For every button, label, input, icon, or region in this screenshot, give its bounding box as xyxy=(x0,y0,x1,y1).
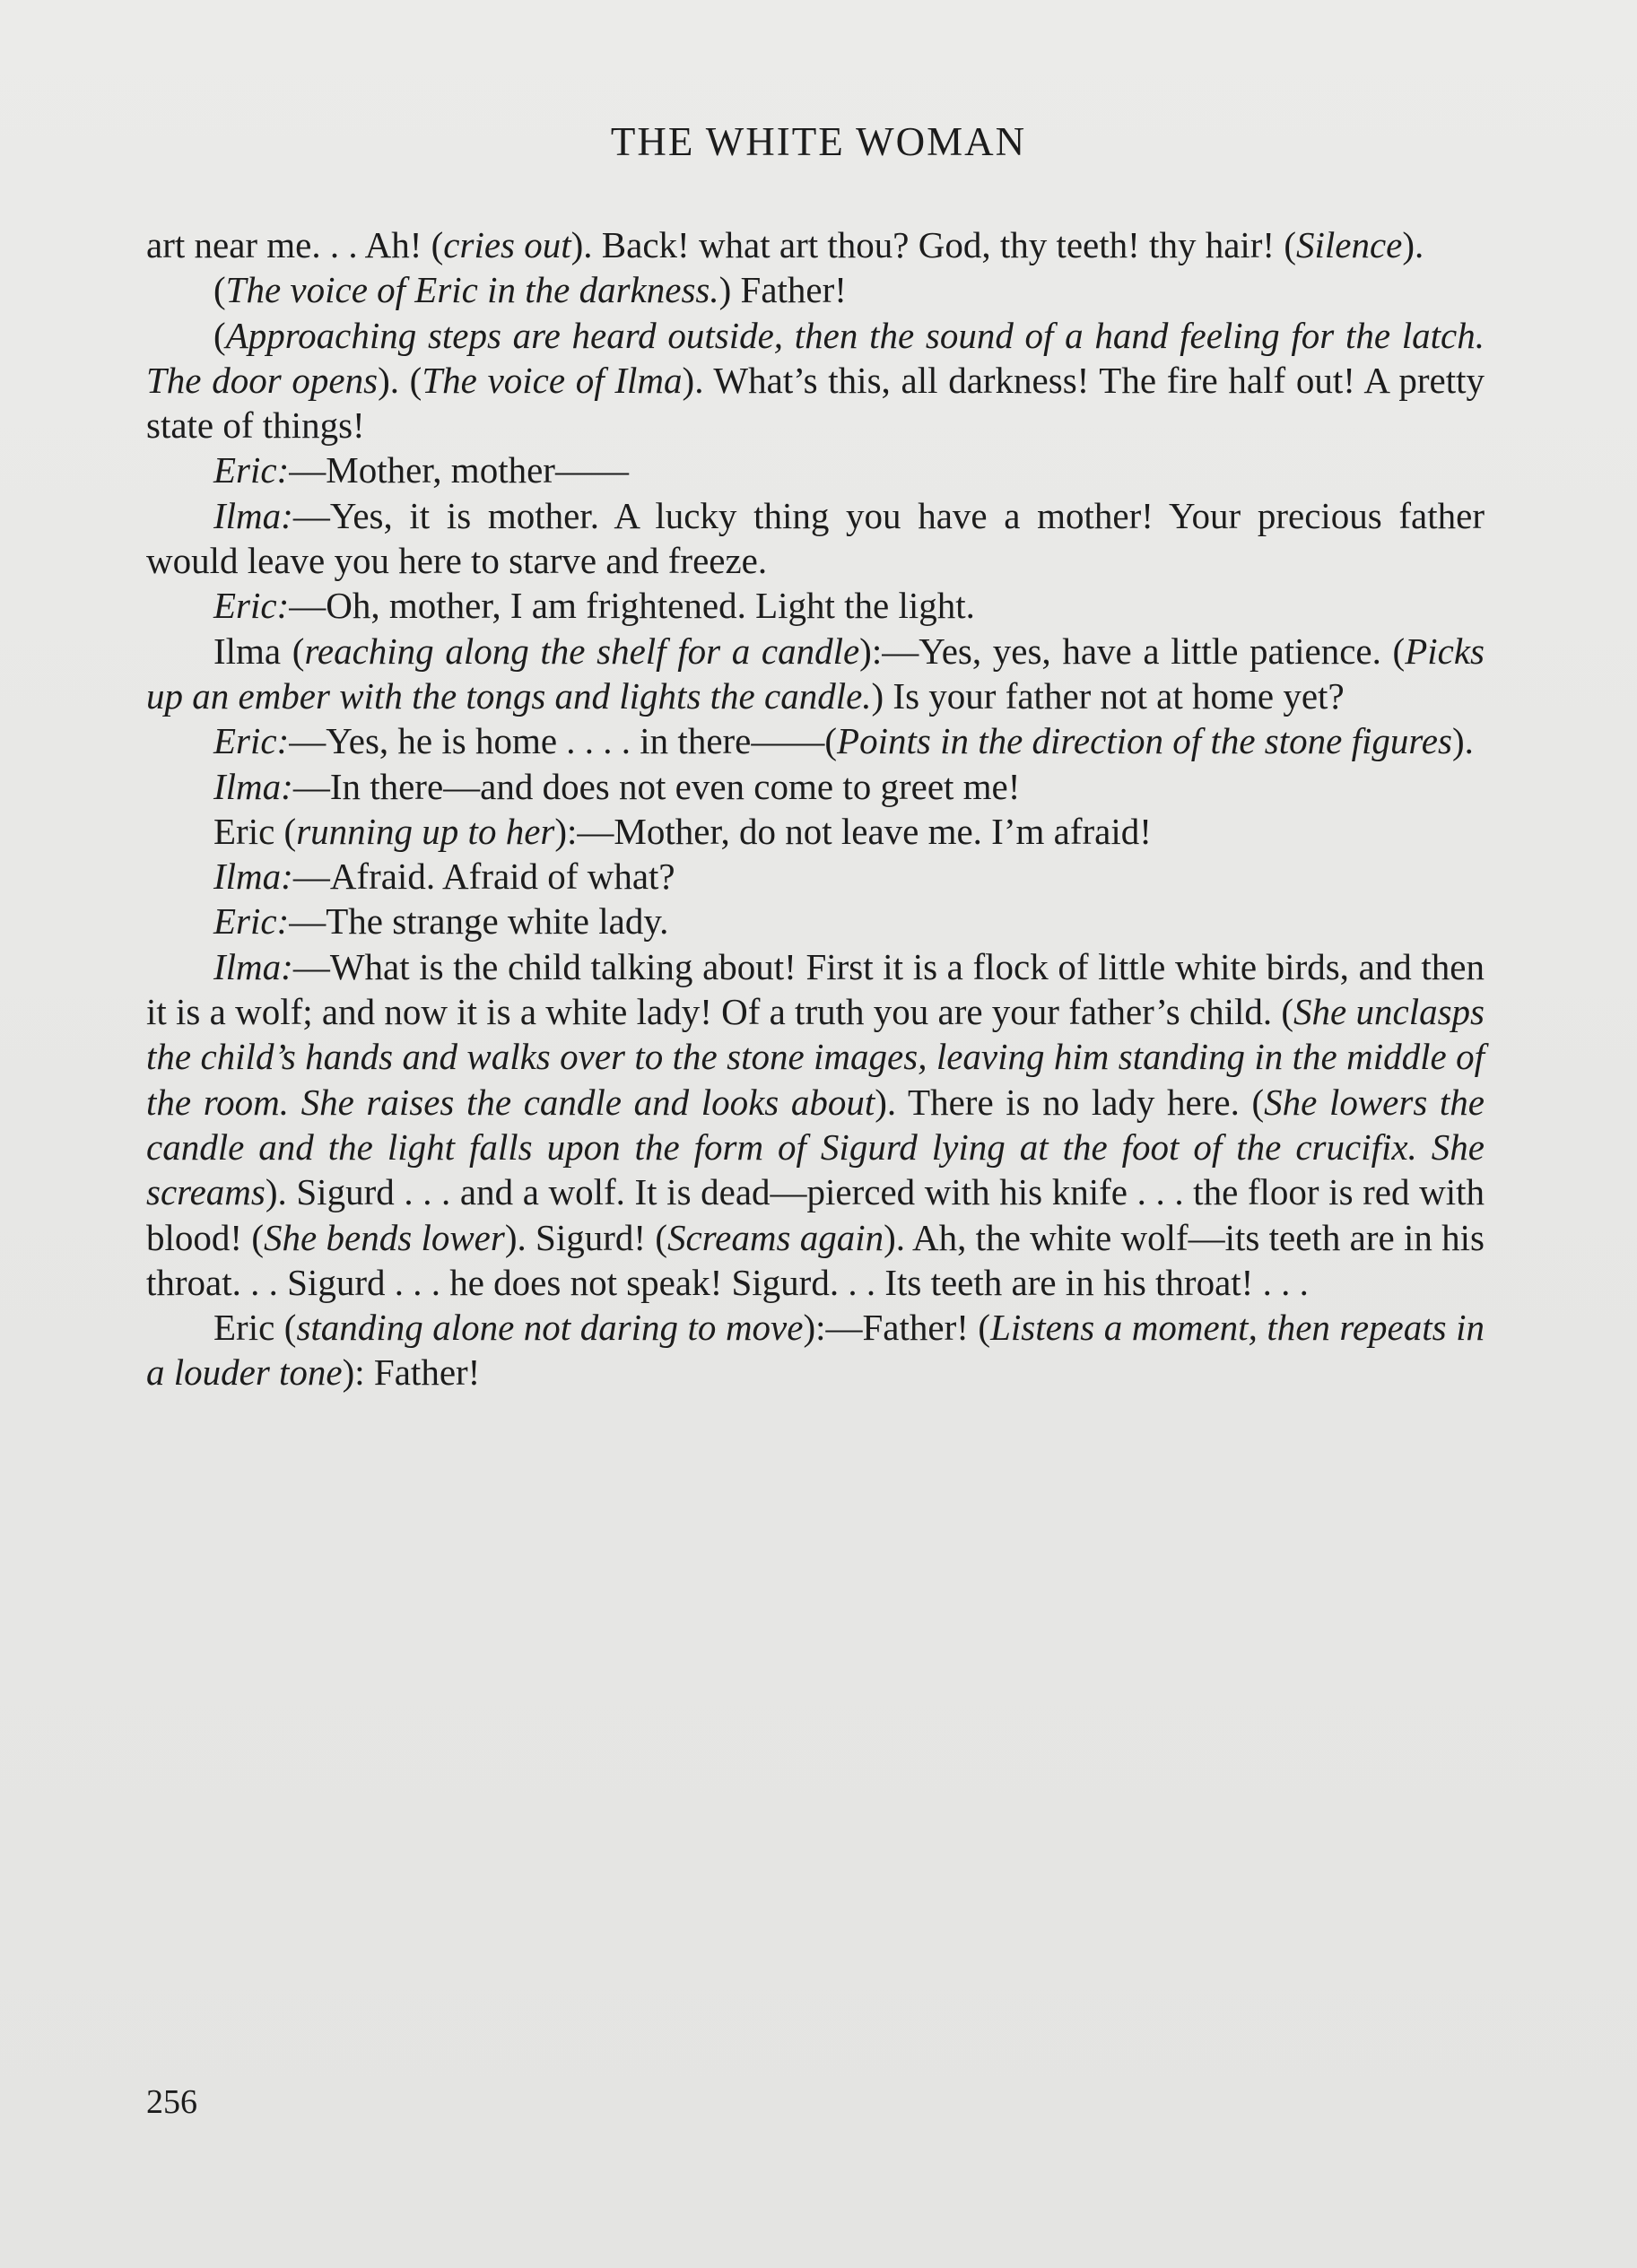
text-run: —What is the child talking about! First it is a flock of little white birds, and then it is a wolf; and now it is a white lady! Of a truth you are your father’s child. ( xyxy=(146,945,1485,1033)
italic-text: reaching along the shelf for a candle xyxy=(304,630,860,672)
text-run: —Yes, he is home . . . . in there——( xyxy=(289,720,838,762)
italic-text: Silence xyxy=(1296,224,1403,265)
text-run: ( xyxy=(213,269,226,311)
text-run: ):—Father! ( xyxy=(803,1307,991,1349)
text-run: ). There is no lady here. ( xyxy=(875,1081,1265,1123)
paragraph xyxy=(146,899,1485,943)
text-run: Eric ( xyxy=(213,810,297,852)
text-run: ) Father! xyxy=(718,269,847,311)
paragraph xyxy=(146,718,1485,763)
italic-text: standing alone not daring to move xyxy=(296,1307,804,1349)
paragraph xyxy=(146,583,1485,628)
text-run: ):—Mother, do not leave me. I’m afraid! xyxy=(554,810,1152,852)
text-run: ). xyxy=(1451,720,1474,762)
text-run: ). Back! what art thou? God, thy teeth! thy hair! ( xyxy=(570,224,1296,265)
italic-text: Eric: xyxy=(213,900,290,943)
italic-text: Picks up an ember with the tongs and lights the candle. xyxy=(146,630,1485,717)
text-run: ). What’s this, all darkness! The fire half out! A pretty state of things! xyxy=(146,359,1485,447)
text-run: —The strange white lady. xyxy=(289,900,669,943)
paragraph xyxy=(146,809,1485,854)
italic-text: The voice of Eric in the darkness. xyxy=(225,269,719,311)
paragraph xyxy=(146,267,1485,312)
text-run: ( xyxy=(213,314,226,356)
italic-text: Screams again xyxy=(667,1216,884,1258)
italic-text: She lowers the candle and the light falls upon the form of Sigurd lying at the foot of the crucifix. She screams xyxy=(146,1081,1485,1213)
italic-text: Ilma: xyxy=(213,856,293,898)
italic-text: Ilma: xyxy=(213,945,293,987)
text-run: ):—Yes, yes, have a little patience. ( xyxy=(859,630,1406,672)
paragraph xyxy=(146,854,1485,899)
italic-text: cries out xyxy=(443,224,571,265)
text-run: —Mother, mother—— xyxy=(289,449,629,491)
italic-text: Ilma: xyxy=(213,494,293,536)
text-run: ). ( xyxy=(378,359,422,401)
paragraph xyxy=(146,313,1485,448)
italic-text: The voice of Ilma xyxy=(422,359,683,401)
italic-text: Listens a moment, then repeats in a louder tone xyxy=(146,1307,1485,1394)
italic-text: Eric: xyxy=(213,449,290,491)
text-run: —Yes, it is mother. A lucky thing you have a mother! Your precious father would leave you here to starve and freeze. xyxy=(146,494,1485,582)
text-run: Eric ( xyxy=(213,1307,297,1349)
text-run: ). xyxy=(1402,224,1424,265)
text-run: ) Is your father not at home yet? xyxy=(871,674,1345,717)
paragraph xyxy=(146,944,1485,1305)
text-run: —In there—and does not even come to greet me! xyxy=(292,765,1021,807)
italic-text: She unclasps the child’s hands and walks over to the stone images, leaving him standing in the middle of the room. She raises the candle and looks about xyxy=(146,991,1485,1123)
text-run: ). Sigurd! ( xyxy=(504,1216,667,1258)
italic-text: Ilma: xyxy=(213,765,293,807)
text-run: ): Father! xyxy=(342,1351,481,1394)
italic-text: She bends lower xyxy=(264,1216,505,1258)
text-run: —Afraid. Afraid of what? xyxy=(292,856,675,898)
paragraph xyxy=(146,764,1485,809)
paragraph xyxy=(146,629,1485,719)
italic-text: Approaching steps are heard outside, then the sound of a hand feeling for the latch. The door opens xyxy=(146,314,1485,401)
italic-text: Eric: xyxy=(213,585,290,627)
paragraph xyxy=(146,493,1485,584)
text-run: art near me. . . Ah! ( xyxy=(146,224,444,265)
paragraph xyxy=(146,448,1485,492)
page-number: 256 xyxy=(146,2083,197,2121)
text-run: ). Sigurd . . . and a wolf. It is dead—pierced with his knife . . . the floor is red with blood! ( xyxy=(146,1171,1485,1258)
italic-text: running up to her xyxy=(296,810,555,852)
italic-text: Eric: xyxy=(213,720,290,762)
running-head: THE WHITE WOMAN xyxy=(610,119,1027,164)
text-run: Ilma ( xyxy=(213,630,305,672)
text-block xyxy=(146,222,1485,1395)
paragraph xyxy=(146,1305,1485,1395)
text-run: —Oh, mother, I am frightened. Light the light. xyxy=(289,585,975,627)
paragraph xyxy=(146,222,1485,267)
italic-text: Points in the direction of the stone figures xyxy=(837,720,1452,762)
text-run: ). Ah, the white wolf—its teeth are in his throat. . . Sigurd . . . he does not speak! Sigurd. . . Its teeth are in his throat! . . . xyxy=(146,1216,1485,1303)
